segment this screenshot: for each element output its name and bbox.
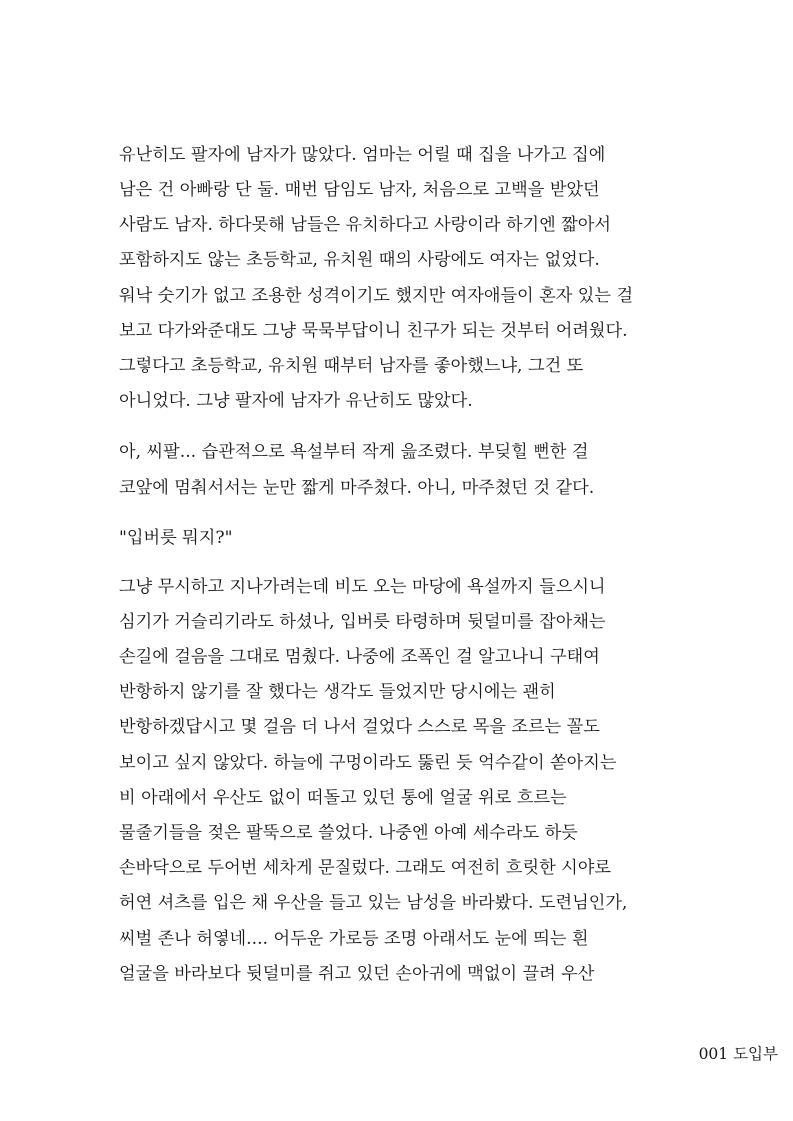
text-line: 심기가 거슬리기라도 하셨나, 입버릇 타령하며 뒷덜미를 잡아채는 (119, 612, 606, 632)
text-line: 씨벌 존나 허옇네.... 어두운 가로등 조명 아래서도 눈에 띄는 흰 (119, 929, 589, 949)
text-line: 그렇다고 초등학교, 유치원 때부터 남자를 좋아했느냐, 그건 또 (119, 356, 584, 376)
text-line: 포함하지도 않는 초등학교, 유치원 때의 사랑에도 여자는 없었다. (119, 250, 600, 270)
text-line: 반항하지 않기를 잘 했다는 생각도 들었지만 당시에는 괜히 (119, 682, 556, 702)
text-line: 얼굴을 바라보다 뒷덜미를 쥐고 있던 손아귀에 맥없이 끌려 우산 (119, 964, 595, 984)
text-line: 보고 다가와준대도 그냥 묵묵부답이니 친구가 되는 것부터 어려웠다. (119, 321, 628, 341)
text-line: 반항하겠답시고 몇 걸음 더 나서 걸었다 스스로 목을 조르는 꼴도 (119, 717, 600, 737)
text-line: 그냥 무시하고 지나가려는데 비도 오는 마당에 욕설까지 들으시니 (119, 577, 606, 597)
text-line: 사람도 남자. 하다못해 남들은 유치하다고 사랑이라 하기엔 짧아서 (119, 215, 611, 235)
text-line: "입버릇 뭐지?" (119, 528, 233, 548)
text-line: 워낙 숫기가 없고 조용한 성격이기도 했지만 여자애들이 혼자 있는 걸 (119, 286, 634, 306)
text-line: 보이고 싶지 않았다. 하늘에 구멍이라도 뚫린 듯 억수같이 쏟아지는 (119, 753, 617, 773)
text-line: 물줄기들을 젖은 팔뚝으로 쓸었다. 나중엔 아예 세수라도 하듯 (119, 823, 578, 843)
text-line: 허연 셔츠를 입은 채 우산을 들고 있는 남성을 바라봤다. 도련님인가, (119, 893, 628, 913)
text-line: 아, 씨팔... 습관적으로 욕설부터 작게 읊조렸다. 부딪힐 뻔한 걸 (119, 442, 589, 462)
text-line: 아니었다. 그냥 팔자에 남자가 유난히도 많았다. (119, 391, 473, 411)
text-line: 비 아래에서 우산도 없이 떠돌고 있던 통에 얼굴 위로 흐르는 (119, 788, 567, 808)
page-footer-label: 001 도입부 (698, 1045, 778, 1063)
text-line: 남은 건 아빠랑 단 둘. 매번 담임도 남자, 처음으로 고백을 받았던 (119, 180, 600, 200)
text-line: 손바닥으로 두어번 세차게 문질렀다. 그래도 여전히 흐릿한 시야로 (119, 858, 611, 878)
text-line: 유난히도 팔자에 남자가 많았다. 엄마는 어릴 때 집을 나가고 집에 (119, 145, 606, 165)
text-line: 손길에 걸음을 그대로 멈췄다. 나중에 조폭인 걸 알고나니 구태여 (119, 647, 600, 667)
text-line: 코앞에 멈춰서서는 눈만 짧게 마주쳤다. 아니, 마주쳤던 것 같다. (119, 478, 595, 498)
